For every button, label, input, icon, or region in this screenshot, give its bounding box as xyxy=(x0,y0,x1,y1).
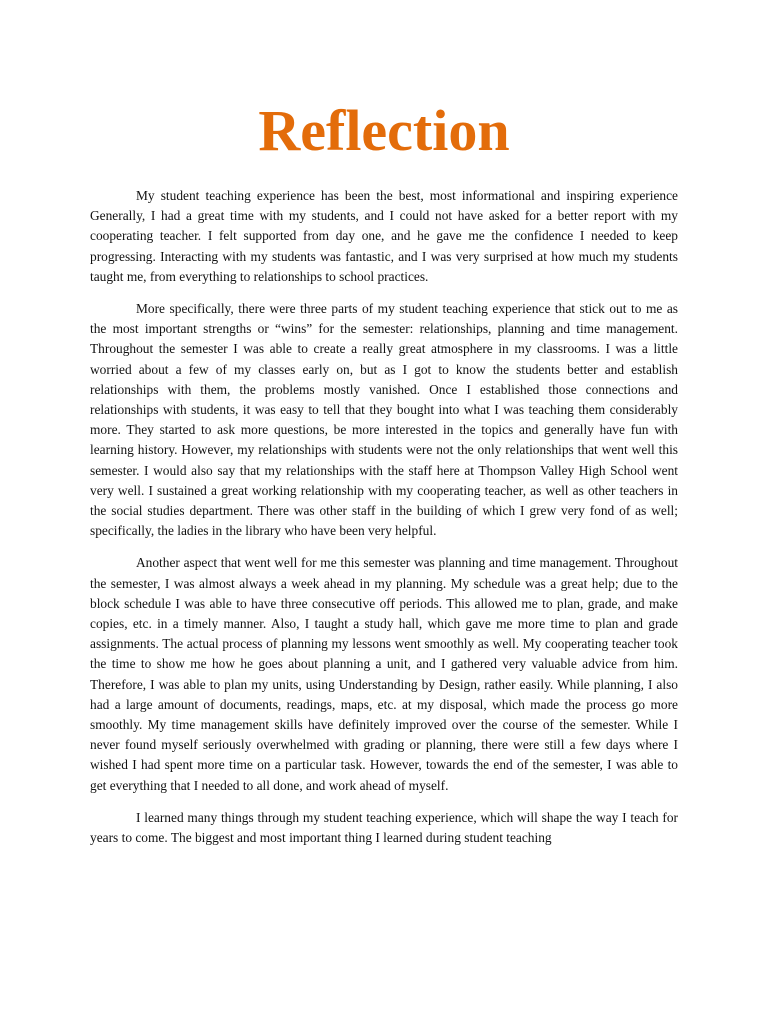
paragraph-1: My student teaching experience has been the best, most informational and inspiring experience Generally, I had a great time with my students, and I could not have asked for a better report with my cooperating teacher. I felt supported from day one, and he gave me the confidence I needed to keep progressing. Interacting with my students was fantastic, and I was very surprised at how much my students taught me, from everything to relationships to school practices. xyxy=(90,188,678,284)
paragraph-3: Another aspect that went well for me this semester was planning and time management. Throughout the semester, I was almost always a week ahead in my planning. My schedule was a great help; due to the block schedule I was able to have three consecutive off periods. This allowed me to plan, grade, and make copies, etc. in a timely manner. Also, I taught a study hall, which gave me more time to plan and grade assignments. The actual process of planning my lessons went smoothly as well. My cooperating teacher took the time to show me how he goes about planning a unit, and I gathered very valuable advice from him. Therefore, I was able to plan my units, using Understanding by Design, rather easily. While planning, I also had a large amount of documents, readings, maps, etc. at my disposal, which made the process go more smoothly. My time management skills have definitely improved over the course of the semester. While I never found myself seriously overwhelmed with grading or planning, there were still a few days where I wished I had spent more time on a particular task. However, towards the end of the semester, I was able to get everything that I needed to all done, and work ahead of myself. xyxy=(90,555,678,793)
page-title: Reflection xyxy=(258,98,510,163)
paragraph-4: I learned many things through my student teaching experience, which will shape the way I teach for years to come. The biggest and most important thing I learned during student teaching xyxy=(90,809,678,846)
paragraph-2: More specifically, there were three parts of my student teaching experience that stick out to me as the most important strengths or “wins” for the semester: relationships, planning and time management. Throughout the semester I was able to create a really great atmosphere in my classrooms. I was a little worried about a few of my classes early on, but as I got to know the students better and establish relationships with them, the problems mostly vanished. Once I established those connections and relationships with students, it was easy to tell that they bought into what I was teaching them considerably more. They started to ask more questions, be more interested in the topics and generally have fun with learning history. However, my relationships with students were not the only relationships that went well this semester. I would also say that my relationships with the staff here at Thompson Valley High School went very well. I sustained a great working relationship with my cooperating teacher, as well as other teachers in the social studies department. There was other staff in the building of which I grew very fond of as well; specifically, the ladies in the library who have been very helpful. xyxy=(90,301,678,539)
document-body xyxy=(90,186,678,860)
